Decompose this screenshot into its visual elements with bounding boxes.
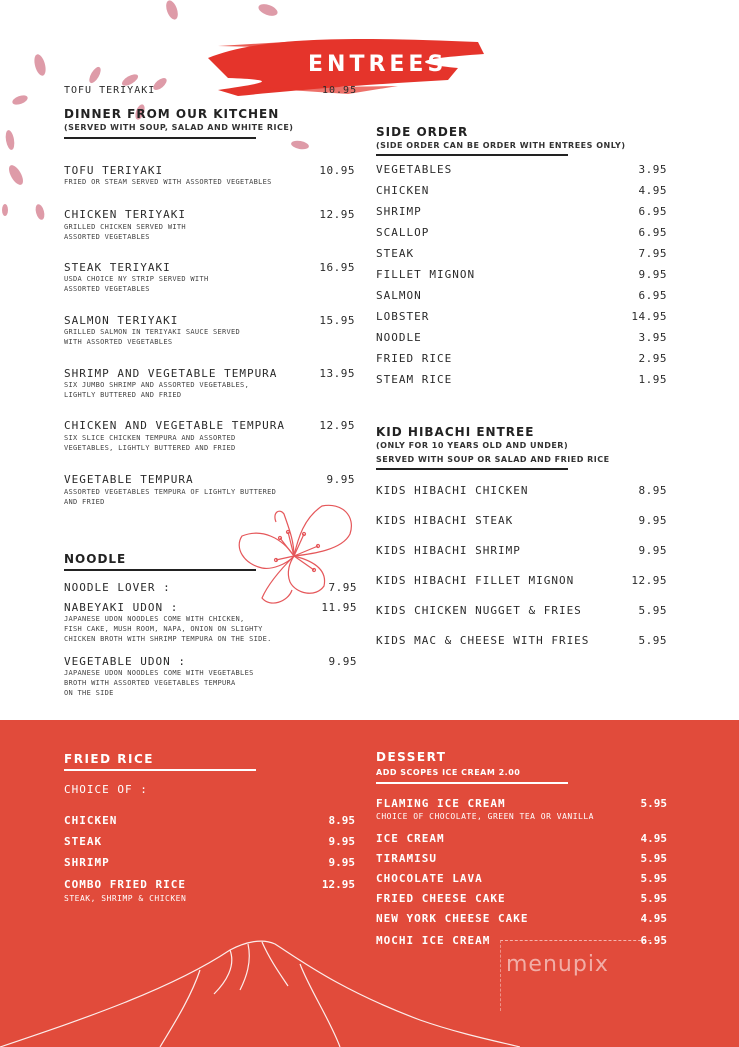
menu-item-name: SALMON TERIYAKI: [64, 314, 179, 327]
menu-item-price: 9.95: [638, 268, 667, 281]
menu-item-price: 4.95: [638, 184, 667, 197]
menu-item-name: FRIED RICE: [376, 352, 453, 365]
menu-item-price: 13.95: [319, 367, 355, 380]
dessert-note: ADD SCOPES ICE CREAM 2.00: [376, 768, 521, 777]
menu-item-price: 5.95: [640, 852, 667, 865]
menu-item-desc: JAPANESE UDON NOODLES COME WITH VEGETABLES: [64, 669, 254, 677]
menu-item-name: CHICKEN: [376, 184, 430, 197]
kid-hibachi-underline: [376, 468, 568, 470]
menu-item-price: 12.95: [321, 878, 355, 891]
menu-item-price: 5.95: [640, 892, 667, 905]
fried-rice-choice: CHOICE OF :: [64, 783, 148, 796]
menu-item-desc: ASSORTED VEGETABLES: [64, 233, 150, 241]
menu-item-price: 2.95: [638, 352, 667, 365]
menu-item-name: NABEYAKI UDON :: [64, 601, 179, 614]
menu-item-desc: JAPANESE UDON NOODLES COME WITH CHICKEN,: [64, 615, 245, 623]
fried-rice-title: FRIED RICE: [64, 752, 154, 766]
menu-item-price: 7.95: [638, 247, 667, 260]
menu-item-desc: STEAK, SHRIMP & CHICKEN: [64, 894, 187, 903]
menu-item-price: 3.95: [638, 331, 667, 344]
kitchen-note: (SERVED WITH SOUP, SALAD AND WHITE RICE): [64, 123, 294, 132]
menu-item-desc: USDA CHOICE NY STRIP SERVED WITH: [64, 275, 209, 283]
menu-item-name: STEAK TERIYAKI: [64, 261, 171, 274]
menu-item-desc: VEGETABLES, LIGHTLY BUTTERED AND FRIED: [64, 444, 236, 452]
menu-item-price: 5.95: [638, 634, 667, 647]
dessert-underline: [376, 782, 568, 784]
menu-item-desc: LIGHTLY BUTTERED AND FRIED: [64, 391, 182, 399]
menu-item-desc: FRIED OR STEAM SERVED WITH ASSORTED VEGETABLES: [64, 178, 272, 186]
menu-item-price: 12.95: [631, 574, 667, 587]
menu-item-price: 10.95: [319, 164, 355, 177]
menu-item-price: 9.95: [638, 544, 667, 557]
dessert-title: DESSERT: [376, 750, 447, 764]
kid-hibachi-title: KID HIBACHI ENTREE: [376, 425, 535, 439]
menu-item-price: 6.95: [638, 226, 667, 239]
menu-item-price: 3.95: [638, 163, 667, 176]
menu-item-desc: SIX JUMBO SHRIMP AND ASSORTED VEGETABLES,: [64, 381, 250, 389]
menu-item-name: VEGETABLE TEMPURA: [64, 473, 194, 486]
menu-item-name: KIDS CHICKEN NUGGET & FRIES: [376, 604, 582, 617]
menu-item-desc: FISH CAKE, MUSH ROOM, NAPA, ONION ON SLIGHTY: [64, 625, 263, 633]
menu-item-price: 12.95: [319, 208, 355, 221]
menu-item-name: KIDS HIBACHI FILLET MIGNON: [376, 574, 575, 587]
menu-item-name: KIDS MAC & CHEESE WITH FRIES: [376, 634, 590, 647]
menu-item-desc: ASSORTED VEGETABLES TEMPURA OF LIGHTLY BUTTERED: [64, 488, 277, 496]
menu-item-price: 9.95: [326, 473, 355, 486]
kid-hibachi-note: SERVED WITH SOUP OR SALAD AND FRIED RICE: [376, 455, 610, 464]
menu-item-price: 6.95: [638, 289, 667, 302]
noodle-title: NOODLE: [64, 552, 127, 566]
menu-item-price: 12.95: [319, 419, 355, 432]
fried-rice-underline: [64, 769, 256, 771]
menu-item-name: ICE CREAM: [376, 832, 445, 845]
menu-item-name: CHICKEN TERIYAKI: [64, 208, 186, 221]
menu-item-name: STEAK: [64, 835, 103, 848]
menu-item-name: SALMON: [376, 289, 422, 302]
menu-item-price: 9.95: [638, 514, 667, 527]
menu-item-desc: BROTH WITH ASSORTED VEGETABLES TEMPURA: [64, 679, 236, 687]
menu-item-name: STEAK: [376, 247, 415, 260]
menu-item-name: VEGETABLE UDON :: [64, 655, 186, 668]
menu-item-desc: CHOICE OF CHOCOLATE, GREEN TEA OR VANILLA: [376, 812, 594, 821]
menu-item-name: CHICKEN AND VEGETABLE TEMPURA: [64, 419, 286, 432]
side-order-underline: [376, 154, 568, 156]
menu-item-name: NOODLE LOVER :: [64, 581, 171, 594]
menu-item-desc: AND FRIED: [64, 498, 105, 506]
menu-item-price: 5.95: [640, 797, 667, 810]
menu-item-name: VEGETABLES: [376, 163, 453, 176]
menu-item-price: 4.95: [640, 832, 667, 845]
side-order-note: (SIDE ORDER CAN BE ORDER WITH ENTREES ONLY): [376, 141, 626, 150]
menu-item-name: STEAM RICE: [376, 373, 453, 386]
menu-item-price: 11.95: [321, 601, 357, 614]
menu-item-name: SHRIMP: [376, 205, 422, 218]
menu-item-name: SHRIMP AND VEGETABLE TEMPURA: [64, 367, 278, 380]
stray-item-price: 10.95: [322, 85, 358, 96]
stray-item-name: TOFU TERIYAKI: [64, 85, 156, 96]
menu-item-desc: WITH ASSORTED VEGETABLES: [64, 338, 173, 346]
menu-item-desc: GRILLED SALMON IN TERIYAKI SAUCE SERVED: [64, 328, 241, 336]
menu-item-desc: GRILLED CHICKEN SERVED WITH: [64, 223, 186, 231]
noodle-underline: [64, 569, 256, 571]
menu-item-price: 6.95: [638, 205, 667, 218]
menu-item-name: FILLET MIGNON: [376, 268, 476, 281]
menu-item-name: TOFU TERIYAKI: [64, 164, 164, 177]
watermark-logo: menupix: [506, 952, 609, 977]
menu-item-price: 9.95: [328, 835, 355, 848]
menu-item-name: SCALLOP: [376, 226, 430, 239]
menu-item-desc: SIX SLICE CHICKEN TEMPURA AND ASSORTED: [64, 434, 236, 442]
menu-item-name: COMBO FRIED RICE: [64, 878, 186, 891]
menu-item-desc: ASSORTED VEGETABLES: [64, 285, 150, 293]
menu-item-name: FLAMING ICE CREAM: [376, 797, 506, 810]
menu-item-desc: CHICKEN BROTH WITH SHRIMP TEMPURA ON THE SIDE.: [64, 635, 272, 643]
menu-item-name: KIDS HIBACHI STEAK: [376, 514, 514, 527]
kid-hibachi-note: (ONLY FOR 10 YEARS OLD AND UNDER): [376, 441, 569, 450]
kitchen-underline: [64, 137, 256, 139]
menu-item-price: 16.95: [319, 261, 355, 274]
menu-item-name: CHICKEN: [64, 814, 118, 827]
menu-item-price: 8.95: [638, 484, 667, 497]
menu-item-price: 5.95: [640, 872, 667, 885]
menu-item-name: KIDS HIBACHI CHICKEN: [376, 484, 529, 497]
menu-item-price: 9.95: [328, 655, 357, 668]
menu-item-price: 9.95: [328, 856, 355, 869]
menu-item-name: KIDS HIBACHI SHRIMP: [376, 544, 521, 557]
menu-item-name: NOODLE: [376, 331, 422, 344]
menu-item-price: 4.95: [640, 912, 667, 925]
menu-item-desc: ON THE SIDE: [64, 689, 114, 697]
menu-item-price: 6.95: [640, 934, 667, 947]
menu-item-price: 7.95: [328, 581, 357, 594]
kitchen-title: DINNER FROM OUR KITCHEN: [64, 107, 280, 121]
menu-item-price: 15.95: [319, 314, 355, 327]
page-title: ENTREES: [308, 52, 448, 77]
menu-item-name: TIRAMISU: [376, 852, 437, 865]
menu-item-name: LOBSTER: [376, 310, 430, 323]
side-order-title: SIDE ORDER: [376, 125, 469, 139]
menu-item-price: 1.95: [638, 373, 667, 386]
menu-item-price: 8.95: [328, 814, 355, 827]
mountain-line-art: [0, 930, 520, 1047]
menu-item-name: FRIED CHEESE CAKE: [376, 892, 506, 905]
menu-item-name: NEW YORK CHEESE CAKE: [376, 912, 529, 925]
menu-item-name: SHRIMP: [64, 856, 110, 869]
menu-bottom-section: [0, 720, 739, 1047]
menu-item-price: 5.95: [638, 604, 667, 617]
menu-item-price: 14.95: [631, 310, 667, 323]
menu-item-name: MOCHI ICE CREAM: [376, 934, 491, 947]
menu-item-name: CHOCOLATE LAVA: [376, 872, 483, 885]
